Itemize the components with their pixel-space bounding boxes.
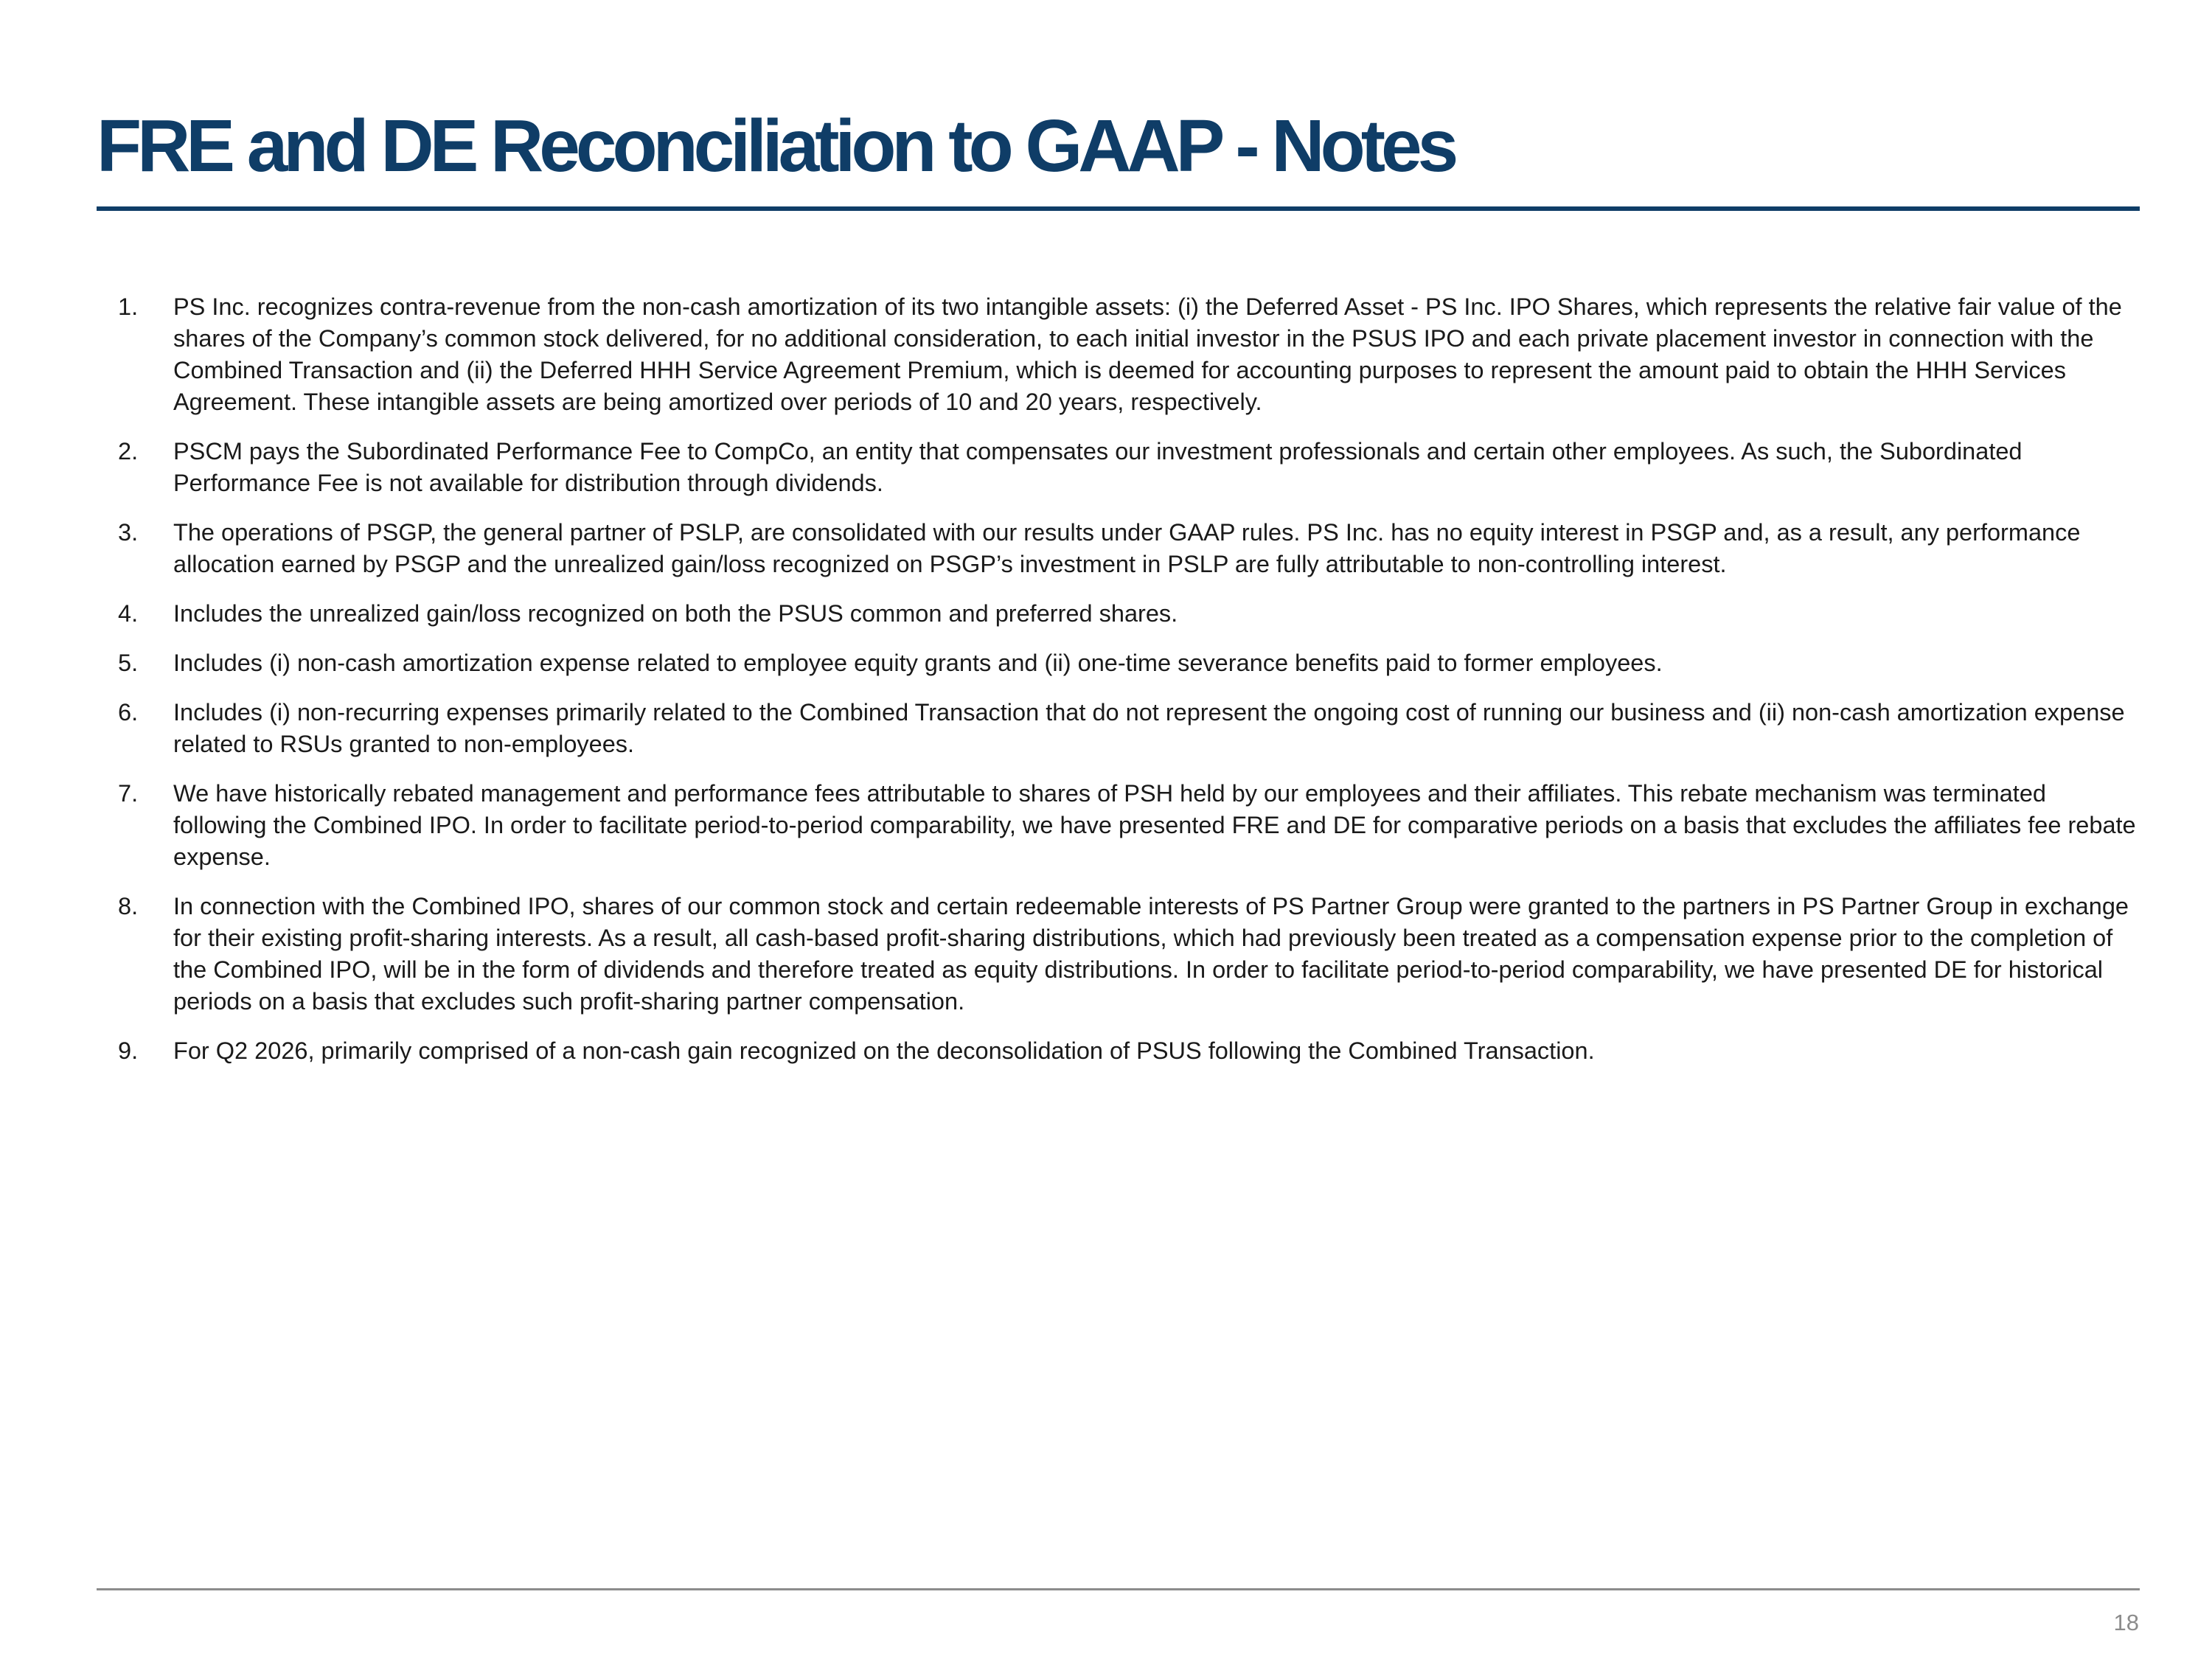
note-number: 7. [118, 780, 139, 807]
note-number: 5. [118, 650, 139, 676]
note-text: In connection with the Combined IPO, shares of our common stock and certain redeemable interests of PS Partner Group were granted to the partners in PS Partner Group in exchange for their existing profit-sharing interests. As a result, all cash-based profit-sharing distributions, which had previously been treated as a compensation expense prior to the completion of the Combined IPO, will be in the form of dividends and therefore treated as equity distributions. In order to facilitate period-to-period comparability, we have presented DE for historical periods on a basis that excludes such profit-sharing partner compensation. [173, 893, 2129, 1015]
note-text: The operations of PSGP, the general partner of PSLP, are consolidated with our results under GAAP rules. PS Inc. has no equity interest in PSGP and, as a result, any performance allocation earned by PSGP and the unrealized gain/loss recognized on PSGP’s investment in PSLP are fully attributable to non-controlling interest. [173, 519, 2081, 577]
note-item [118, 436, 2138, 499]
note-number: 4. [118, 600, 139, 627]
note-number: 3. [118, 519, 139, 546]
note-text: Includes the unrealized gain/loss recognized on both the PSUS common and preferred shares. [173, 600, 1178, 627]
note-number: 1. [118, 293, 139, 320]
title-divider [97, 206, 2140, 211]
note-text: PSCM pays the Subordinated Performance Fee to CompCo, an entity that compensates our investment professionals and certain other employees. As such, the Subordinated Performance Fee is not available for distribution through dividends. [173, 438, 2023, 496]
note-item [118, 1035, 2138, 1067]
note-text: We have historically rebated management and performance fees attributable to shares of PSH held by our employees and their affiliates. This rebate mechanism was terminated following the Combined IPO. In order to facilitate period-to-period comparability, we have presented FRE and DE for comparative periods on a basis that excludes the affiliates fee rebate expense. [173, 780, 2136, 870]
note-item [118, 778, 2138, 873]
page-number: 18 [2113, 1610, 2139, 1635]
note-item [118, 291, 2138, 418]
note-item [118, 598, 2138, 630]
note-number: 8. [118, 893, 139, 919]
note-item [118, 647, 2138, 679]
page-title: FRE and DE Reconciliation to GAAP - Notes [97, 105, 1455, 187]
note-item [118, 891, 2138, 1018]
note-item [118, 517, 2138, 580]
note-number: 2. [118, 438, 139, 465]
note-text: For Q2 2026, primarily comprised of a non-cash gain recognized on the deconsolidation of PSUS following the Combined Transaction. [173, 1037, 1595, 1064]
notes-list [118, 291, 2138, 1085]
note-number: 6. [118, 699, 139, 726]
note-text: Includes (i) non-cash amortization expense related to employee equity grants and (ii) one-time severance benefits paid to former employees. [173, 650, 1663, 676]
note-number: 9. [118, 1037, 139, 1064]
note-item [118, 697, 2138, 760]
note-text: PS Inc. recognizes contra-revenue from the non-cash amortization of its two intangible assets: (i) the Deferred Asset - PS Inc. IPO Shares, which represents the relative fair value of the shares of the Company’s common stock delivered, for no additional consideration, to each initial investor in the PSUS IPO and each private placement investor in connection with the Combined Transaction and (ii) the Deferred HHH Service Agreement Premium, which is deemed for accounting purposes to represent the amount paid to obtain the HHH Services Agreement. These intangible assets are being amortized over periods of 10 and 20 years, respectively. [173, 293, 2122, 415]
footer-divider [97, 1588, 2140, 1590]
note-text: Includes (i) non-recurring expenses primarily related to the Combined Transaction that do not represent the ongoing cost of running our business and (ii) non-cash amortization expense related to RSUs granted to non-employees. [173, 699, 2125, 757]
